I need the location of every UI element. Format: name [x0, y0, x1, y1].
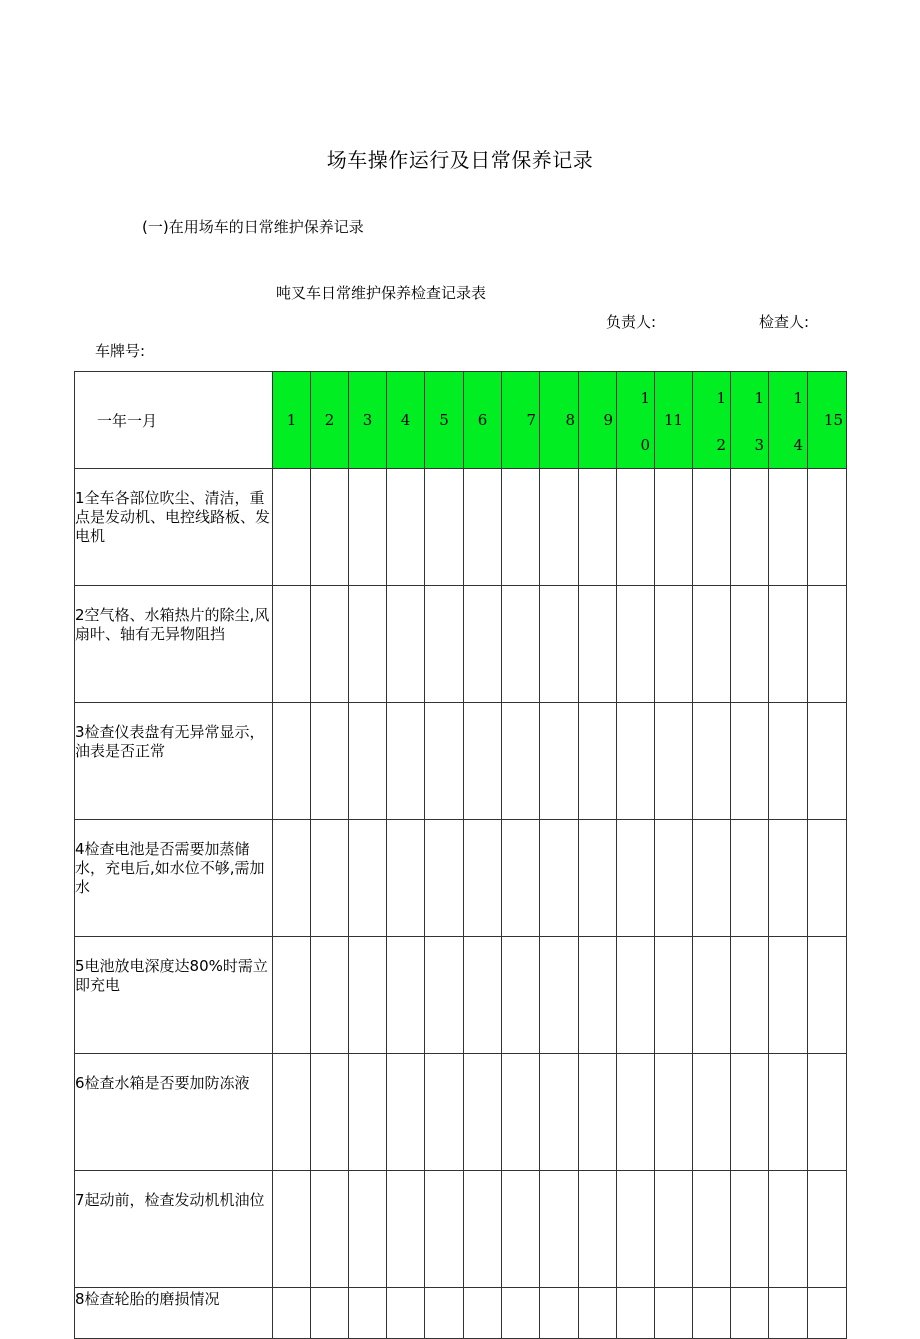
check-cell[interactable] [769, 820, 808, 937]
check-cell[interactable] [464, 1054, 502, 1171]
day-header-8: 8 [540, 372, 579, 469]
check-cell[interactable] [579, 703, 617, 820]
day-14-bottom-digit: 4 [793, 436, 803, 454]
check-item-label: 3检查仪表盘有无异常显示，油表是否正常 [75, 703, 273, 820]
check-cell[interactable] [349, 820, 387, 937]
table-row [75, 820, 847, 937]
check-cell[interactable] [693, 469, 731, 586]
check-cell[interactable] [655, 469, 693, 586]
check-cell[interactable] [387, 703, 425, 820]
check-cell[interactable] [540, 1171, 579, 1288]
check-cell[interactable] [502, 1288, 540, 1339]
day-header-12 [693, 372, 731, 469]
check-cell[interactable] [464, 820, 502, 937]
check-cell[interactable] [425, 1288, 464, 1339]
check-cell[interactable] [808, 703, 847, 820]
check-cell[interactable] [387, 1054, 425, 1171]
check-cell[interactable] [655, 1054, 693, 1171]
check-cell[interactable] [579, 1171, 617, 1288]
check-cell[interactable] [655, 1288, 693, 1339]
check-cell[interactable] [464, 586, 502, 703]
check-cell[interactable] [769, 703, 808, 820]
check-cell[interactable] [425, 1171, 464, 1288]
check-cell[interactable] [387, 937, 425, 1054]
day-header-10 [617, 372, 655, 469]
check-cell[interactable] [693, 937, 731, 1054]
check-cell[interactable] [349, 703, 387, 820]
check-cell[interactable] [387, 1171, 425, 1288]
day-header-4: 4 [387, 372, 425, 469]
check-cell[interactable] [425, 1054, 464, 1171]
check-cell[interactable] [769, 1054, 808, 1171]
check-cell[interactable] [808, 469, 847, 586]
day-header-13 [731, 372, 769, 469]
check-cell[interactable] [464, 1171, 502, 1288]
day-header-9: 9 [579, 372, 617, 469]
check-cell[interactable] [464, 703, 502, 820]
day-header-1: 1 [273, 372, 311, 469]
check-cell[interactable] [617, 586, 655, 703]
check-cell[interactable] [425, 937, 464, 1054]
check-cell[interactable] [617, 820, 655, 937]
check-cell[interactable] [502, 820, 540, 937]
day-13-bottom-digit: 3 [754, 436, 764, 454]
table-row [75, 1171, 847, 1288]
check-cell[interactable] [731, 820, 769, 937]
plate-number-label: 车牌号: [95, 342, 146, 360]
day-12-bottom-digit: 2 [716, 436, 726, 454]
check-cell[interactable] [349, 937, 387, 1054]
day-header-5: 5 [425, 372, 464, 469]
check-cell[interactable] [808, 937, 847, 1054]
check-cell[interactable] [273, 1288, 311, 1339]
check-item-label: 2空气格、水箱热片的除尘,风扇叶、轴有无异物阻挡 [75, 586, 273, 703]
check-cell[interactable] [808, 820, 847, 937]
check-cell[interactable] [769, 1288, 808, 1339]
check-cell[interactable] [579, 469, 617, 586]
check-cell[interactable] [425, 703, 464, 820]
check-cell[interactable] [387, 469, 425, 586]
check-cell[interactable] [502, 1171, 540, 1288]
check-cell[interactable] [464, 1288, 502, 1339]
check-cell[interactable] [273, 1054, 311, 1171]
inspector-label: 检查人: [759, 313, 810, 331]
check-cell[interactable] [273, 469, 311, 586]
check-cell[interactable] [693, 820, 731, 937]
check-cell[interactable] [579, 1054, 617, 1171]
table-header-row [75, 372, 847, 469]
check-cell[interactable] [769, 586, 808, 703]
check-cell[interactable] [502, 703, 540, 820]
check-cell[interactable] [655, 703, 693, 820]
check-cell[interactable] [693, 703, 731, 820]
check-cell[interactable] [349, 1288, 387, 1339]
check-cell[interactable] [731, 586, 769, 703]
check-cell[interactable] [273, 703, 311, 820]
check-cell[interactable] [808, 1054, 847, 1171]
check-cell[interactable] [769, 1171, 808, 1288]
check-cell[interactable] [387, 820, 425, 937]
page-title: 场车操作运行及日常保养记录 [326, 148, 594, 172]
check-cell[interactable] [387, 1288, 425, 1339]
table-row [75, 586, 847, 703]
check-cell[interactable] [349, 469, 387, 586]
table-row [75, 703, 847, 820]
check-cell[interactable] [425, 586, 464, 703]
check-cell[interactable] [349, 1171, 387, 1288]
check-cell[interactable] [655, 1171, 693, 1288]
day-header-2: 2 [311, 372, 349, 469]
check-cell[interactable] [655, 820, 693, 937]
check-cell[interactable] [655, 937, 693, 1054]
check-cell[interactable] [540, 703, 579, 820]
check-item-label: 7起动前，检查发动机机油位 [75, 1171, 273, 1288]
check-cell[interactable] [349, 1054, 387, 1171]
check-cell[interactable] [808, 1288, 847, 1339]
check-cell[interactable] [311, 703, 349, 820]
check-cell[interactable] [311, 1054, 349, 1171]
check-item-label: 8检查轮胎的磨损情况 [75, 1288, 273, 1339]
check-cell[interactable] [540, 469, 579, 586]
check-cell[interactable] [311, 469, 349, 586]
check-cell[interactable] [731, 1054, 769, 1171]
day-10-top-digit: 1 [640, 389, 650, 407]
check-cell[interactable] [273, 937, 311, 1054]
check-cell[interactable] [540, 1054, 579, 1171]
check-cell[interactable] [502, 937, 540, 1054]
check-cell[interactable] [311, 1171, 349, 1288]
day-header-7: 7 [502, 372, 540, 469]
check-cell[interactable] [311, 937, 349, 1054]
check-cell[interactable] [579, 586, 617, 703]
check-cell[interactable] [311, 1288, 349, 1339]
check-cell[interactable] [349, 586, 387, 703]
check-cell[interactable] [769, 937, 808, 1054]
check-cell[interactable] [502, 586, 540, 703]
table-row [75, 469, 847, 586]
check-cell[interactable] [731, 703, 769, 820]
day-header-11: 11 [655, 372, 693, 469]
check-cell[interactable] [693, 1288, 731, 1339]
check-cell[interactable] [464, 937, 502, 1054]
day-12-top-digit: 1 [716, 389, 726, 407]
check-cell[interactable] [769, 469, 808, 586]
day-14-top-digit: 1 [793, 389, 803, 407]
table-row [75, 937, 847, 1054]
check-cell[interactable] [579, 820, 617, 937]
check-cell[interactable] [502, 1054, 540, 1171]
check-cell[interactable] [693, 586, 731, 703]
check-cell[interactable] [273, 1171, 311, 1288]
check-cell[interactable] [617, 937, 655, 1054]
check-cell[interactable] [617, 703, 655, 820]
check-cell[interactable] [540, 820, 579, 937]
check-cell[interactable] [273, 820, 311, 937]
check-item-label: 4检查电池是否需要加蒸储水，充电后,如水位不够,需加水 [75, 820, 273, 937]
check-cell[interactable] [425, 469, 464, 586]
owner-label: 负责人: [606, 313, 657, 331]
day-header-14 [769, 372, 808, 469]
check-cell[interactable] [731, 937, 769, 1054]
check-cell[interactable] [731, 1288, 769, 1339]
check-item-label: 5电池放电深度达80%时需立即充电 [75, 937, 273, 1054]
check-cell[interactable] [617, 1054, 655, 1171]
check-cell[interactable] [425, 820, 464, 937]
check-cell[interactable] [311, 820, 349, 937]
check-cell[interactable] [540, 937, 579, 1054]
check-cell[interactable] [579, 1288, 617, 1339]
maintenance-record-table [74, 371, 847, 1339]
check-cell[interactable] [617, 469, 655, 586]
check-cell[interactable] [693, 1171, 731, 1288]
check-cell[interactable] [731, 469, 769, 586]
day-header-6: 6 [464, 372, 502, 469]
check-cell[interactable] [540, 1288, 579, 1339]
day-13-top-digit: 1 [754, 389, 764, 407]
check-cell[interactable] [579, 937, 617, 1054]
check-cell[interactable] [655, 586, 693, 703]
check-cell[interactable] [808, 1171, 847, 1288]
table-title: 吨叉车日常维护保养检查记录表 [276, 284, 487, 302]
check-item-label: 1全车各部位吹尘、清洁，重点是发动机、电控线路板、发电机 [75, 469, 273, 586]
day-header-3: 3 [349, 372, 387, 469]
check-cell[interactable] [387, 586, 425, 703]
check-cell[interactable] [311, 586, 349, 703]
check-cell[interactable] [464, 469, 502, 586]
table-row [75, 1054, 847, 1171]
day-header-15: 15 [808, 372, 847, 469]
check-cell[interactable] [693, 1054, 731, 1171]
table-row [75, 1288, 847, 1339]
day-10-bottom-digit: 0 [640, 436, 650, 454]
check-cell[interactable] [502, 469, 540, 586]
check-cell[interactable] [540, 586, 579, 703]
section-heading: (一)在用场车的日常维护保养记录 [142, 218, 364, 236]
check-cell[interactable] [731, 1171, 769, 1288]
check-cell[interactable] [617, 1288, 655, 1339]
check-cell[interactable] [617, 1171, 655, 1288]
check-cell[interactable] [273, 586, 311, 703]
year-month-header: 一年一月 [75, 372, 273, 469]
check-item-label: 6检查水箱是否要加防冻液 [75, 1054, 273, 1171]
check-cell[interactable] [808, 586, 847, 703]
